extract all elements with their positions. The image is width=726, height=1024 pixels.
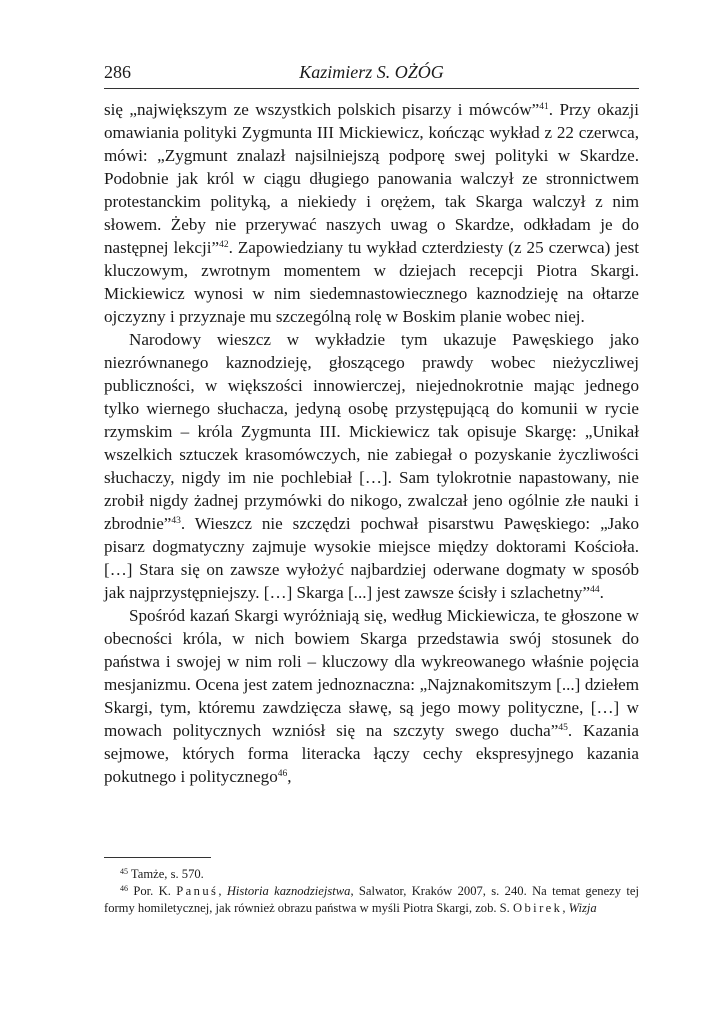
footnote-46-title-1: Historia kaznodziejstwa — [226, 884, 351, 898]
footnote-45 — [104, 866, 639, 883]
footnote-ref-44: 44 — [590, 585, 600, 595]
footnote-45-number: 45 — [120, 867, 128, 876]
page-header — [104, 62, 639, 86]
footnote-46-text-4: , — [562, 901, 569, 915]
p2-part-c: . — [599, 583, 604, 602]
p1-part-a: się „największym ze wszystkich polskich pisarzy i mówców” — [104, 100, 540, 119]
footnote-45-text: Tamże, s. 570. — [128, 867, 204, 881]
footnote-46-text-3: , Salwator, Kraków 2007, s. 240. Na temat genezy tej formy homiletycznej, jak również obrazu państwa w myśli Piotra Skargi, zob. S. — [104, 884, 640, 915]
paragraph-1 — [104, 98, 639, 328]
p3-part-c: , — [287, 767, 292, 786]
footnotes — [104, 866, 639, 917]
footnote-rule — [104, 857, 211, 858]
p1-part-b: . Przy okazji omawiania polityki Zygmunta III Mickiewicz, kończąc wykład z 22 czerwca, mówi: „Zygmunt znalazł najsilniejszą podporę swej polityki w Skardze. Podobnie jak król w ciągu długiego panowania walczył ze stronnictwem protestanckim polityką, a niekiedy i orężem, tak Skarga walczył z nim słowem. Żeby nie przerywać naszych uwag o Skardze, odkładam je do następnej lekcji” — [104, 100, 639, 257]
page-number: 286 — [104, 62, 131, 82]
footnote-46-text-1: Por. K. — [128, 884, 177, 898]
footnote-46-author-2: Obirek — [512, 901, 563, 915]
p2-part-b: . Wieszcz nie szczędzi pochwał pisarstwu Pawęskiego: „Jako pisarz dogmatyczny zajmuje wysokie miejsce między doktorami Kościoła. […] Stara się on zawsze wyłożyć najbardziej oderwane dogmaty w sposób jak najprzystępniejszy. […] Skarga [...] jest zawsze ścisły i szlachetny” — [104, 514, 639, 602]
paragraph-3 — [104, 604, 639, 788]
footnote-46-number: 46 — [120, 884, 128, 893]
footnote-ref-42: 42 — [219, 240, 229, 250]
header-rule — [104, 88, 639, 89]
footnote-ref-46: 46 — [277, 769, 288, 779]
footnote-46-text-2: , — [218, 884, 227, 898]
footnote-ref-43: 43 — [171, 516, 181, 526]
footnote-ref-45: 45 — [558, 723, 568, 733]
footnote-ref-41: 41 — [539, 102, 549, 112]
footnote-46-title-2: Wizja — [568, 901, 597, 915]
p3-part-a: Spośród kazań Skargi wyróżniają się, według Mickiewicza, te głoszone w obecności króla, w nich bowiem Skarga przedstawia swój stosunek do państwa i swojej w nim roli – kluczowy dla wykreowanego właśnie pojęcia mesjanizmu. Ocena jest zatem jednoznaczna: „Najznakomitszym [...] dziełem Skargi, tym, któremu zawdzięcza sławę, są jego mowy polityczne, […] w mowach politycznych wzniósł się na szczyty swego ducha” — [104, 606, 639, 740]
p3-part-b: . Kazania sejmowe, których forma literacka łączy cechy ekspresyjnego kazania pokutnego i politycznego — [104, 721, 639, 786]
footnote-46 — [104, 883, 639, 917]
footnote-46-author-1: Panuś — [176, 884, 219, 898]
p1-part-c: . Zapowiedziany tu wykład czterdziesty (z 25 czerwca) jest kluczowym, zwrotnym momentem w dziejach recepcji Piotra Skargi. Mickiewicz wynosi w nim siedemnastowiecznego kaznodzieję na ołtarze ojczyzny i przyznaje mu szczególną rolę w Boskim planie wobec niej. — [104, 238, 639, 326]
main-text — [104, 98, 639, 788]
paragraph-2 — [104, 328, 639, 604]
p2-part-a: Narodowy wieszcz w wykładzie tym ukazuje Pawęskiego jako niezrównanego kaznodzieję, głoszącego prawdy wobec nieżyczliwej publiczności, w większości innowierczej, niejednokrotnie mając jednego tylko wiernego słuchacza, jedyną osobę przystępującą do komunii w rycie rzymskim – króla Zygmunta III. Mickiewicz tak opisuje Skargę: „Unikał wszelkich sztuczek krasomówczych, nie zabiegał o pozyskanie życzliwości słuchaczy, nigdy im nie pochlebiał […]. Sam tylokrotnie napastowany, nie zrobił nigdy żadnej przymówki do nikogo, zwalczał jeno ogólnie złe nauki i zbrodnie” — [104, 330, 639, 533]
running-head: Kazimierz S. OŻÓG — [299, 62, 444, 82]
